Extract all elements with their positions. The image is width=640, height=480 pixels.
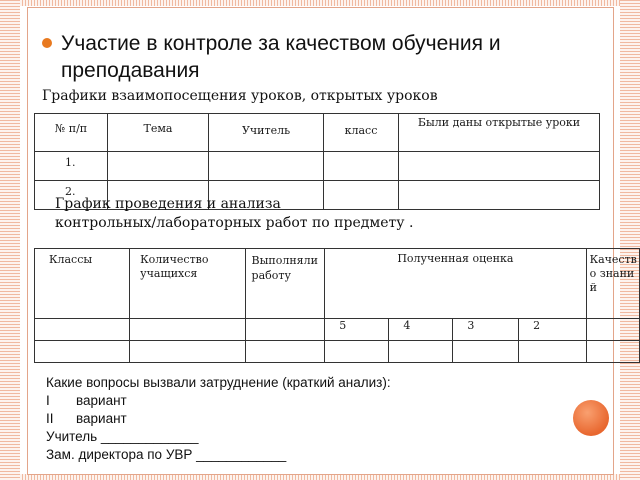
table-cell <box>519 341 586 363</box>
visits-schedule-heading: Графики взаимопосещения уроков, открытых уроков <box>42 88 438 104</box>
table-cell <box>130 319 245 341</box>
header-class: класс <box>324 114 399 152</box>
table-cell <box>245 319 325 341</box>
slide-border-right <box>620 0 640 480</box>
header-classes: Классы <box>35 249 130 319</box>
header-quality: Качество знаний <box>586 249 639 319</box>
table-cell <box>586 319 639 341</box>
tests-table <box>34 248 640 363</box>
analysis-question: Какие вопросы вызвали затруднение (краткий анализ): <box>46 375 391 390</box>
table-cell <box>324 152 399 181</box>
variant-2-line: II вариант <box>46 411 127 426</box>
table-cell <box>399 152 600 181</box>
table-cell <box>325 341 389 363</box>
table-cell <box>586 341 639 363</box>
slide-border-left <box>0 0 20 480</box>
header-teacher: Учитель <box>209 114 324 152</box>
header-number: № п/п <box>35 114 108 152</box>
tests-schedule-heading <box>55 195 413 233</box>
analysis-footer <box>46 374 391 464</box>
header-topic: Тема <box>108 114 209 152</box>
decorative-circle <box>573 400 609 436</box>
grade-4-header: 4 <box>389 319 453 341</box>
header-completed: Выполняли работу <box>245 249 325 319</box>
table-row-number: 2. <box>35 181 108 210</box>
teacher-signature-line: Учитель _____________ <box>46 429 199 444</box>
table-cell <box>108 152 209 181</box>
table-row-number: 1. <box>35 152 108 181</box>
table-cell <box>245 341 325 363</box>
grade-5-header: 5 <box>325 319 389 341</box>
header-open-lessons: Были даны открытые уроки <box>399 114 600 152</box>
table-cell <box>130 341 245 363</box>
grade-3-header: 3 <box>453 319 519 341</box>
table-cell <box>453 341 519 363</box>
table-cell <box>35 341 130 363</box>
variant-1-line: I вариант <box>46 393 127 408</box>
grade-2-header: 2 <box>519 319 586 341</box>
table-cell <box>399 181 600 210</box>
header-students: Количество учащихся <box>130 249 245 319</box>
header-grades: Полученная оценка <box>325 249 586 319</box>
table-cell <box>209 152 324 181</box>
tests-heading-line1: График проведения и анализа <box>55 196 281 212</box>
table-cell <box>389 341 453 363</box>
deputy-director-signature-line: Зам. директора по УВР ____________ <box>46 447 287 462</box>
slide-title <box>42 30 602 84</box>
tests-heading-line2: контрольных/лабораторных работ по предмету . <box>55 215 414 231</box>
slide-title-text: Участие в контроле за качеством обучения и преподавания <box>61 32 501 82</box>
slide-border-top <box>20 0 620 6</box>
table-cell <box>35 319 130 341</box>
